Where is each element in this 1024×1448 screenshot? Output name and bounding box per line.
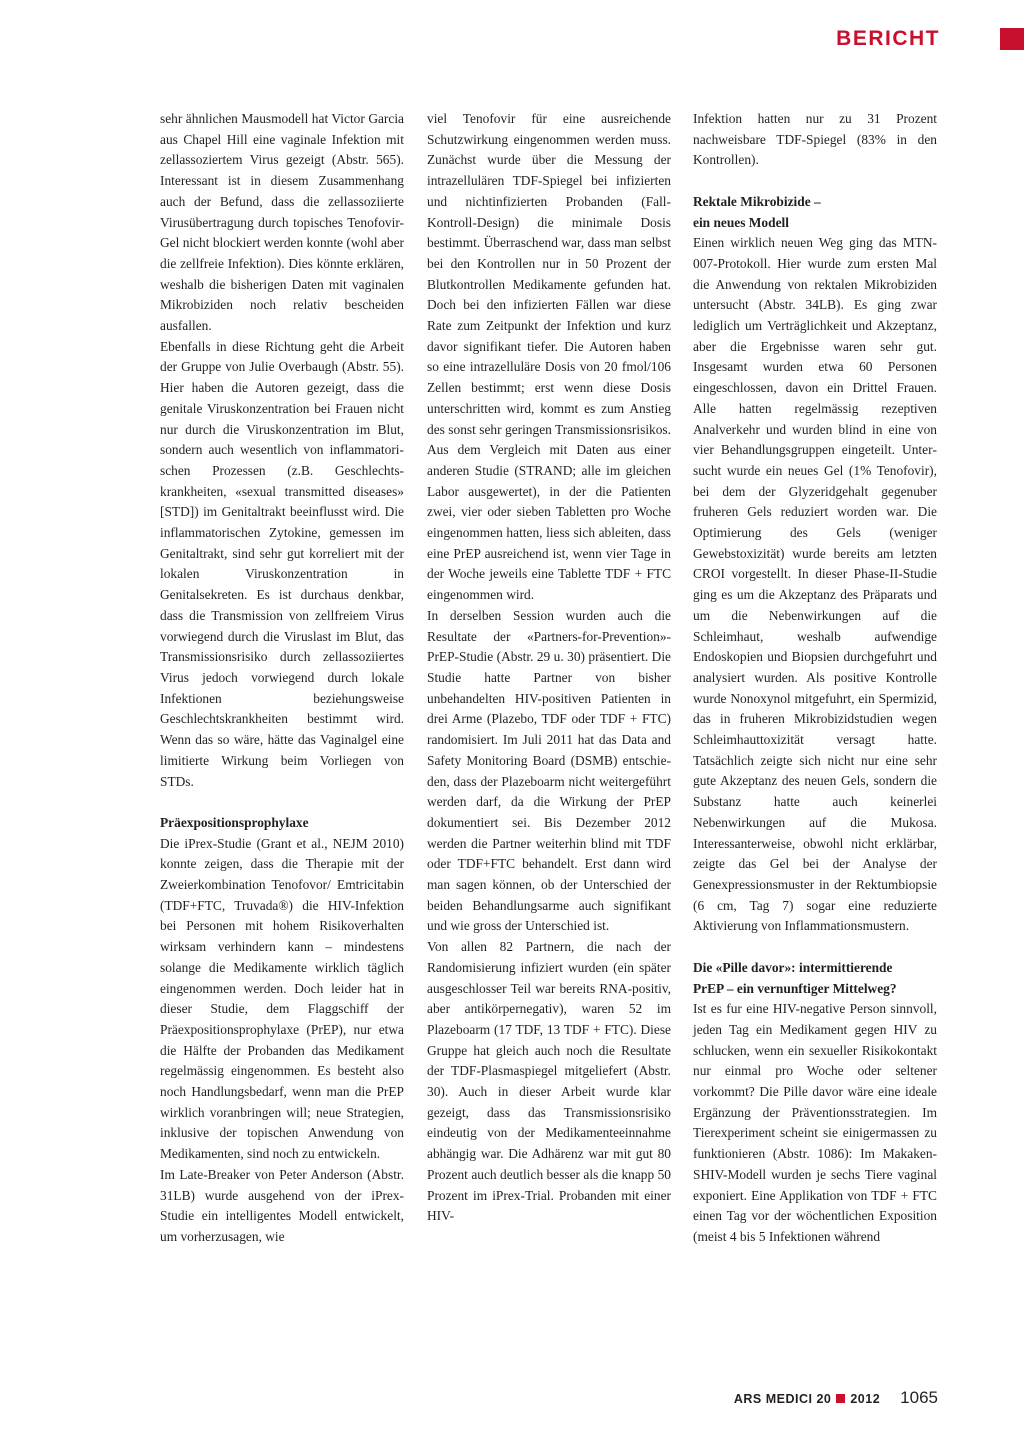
footer-square-marker [836,1394,845,1403]
section-heading: ein neues Modell [693,214,789,230]
body-paragraph: Einen wirklich neuen Weg ging das MTN-007-Protokoll. Hier wurde zum ersten Mal die Anwendung von rektalen Mikrobiziden untersucht (Abstr. 34LB). Es ging zwar lediglich um Verträglichkeit und Akzeptanz, aber die Ergebnisse waren sehr gut. Insgesamt wurden etwa 60 Personen eingeschlossen, davon ein Drittel Frauen. Alle hatten regelmässig rezeptiven Analverkehr und wurden blind in eine von vier Behandlungsgruppen eingeteilt. Untersucht wurde ein neues Gel (1% Tenofovir), bei dem der Glyzeridgehalt gegenuber fruheren Gels reduziert worden war. Die Optimierung des Gels (weniger Gewebstoxizität) wurde bereits am letzten CROI vorgestellt. In dieser Phase-II-Studie ging es um die Akzeptanz des Präparats und um die Nebenwirkungen auf die Schleimhaut, weshalb aufwendige Endoskopien und Biopsien durchgefuhrt und analysiert wurden. Als positive Kontrolle wurde Nonoxynol mitgefuhrt, ein Spermizid, das in fruheren Mikrobizidstudien wegen Schleimhauttoxizität versagt hatte. Tatsächlich zeigte sich nicht nur eine sehr gute Akzeptanz des neuen Gels, sondern die Substanz hatte auch keinerlei Nebenwirkungen auf die Mukosa. Interessanterweise, obwohl nicht erklärbar, zeigte das Gel bei der Analyse der Genexpressionsmuster in der Rektumbiopsie (6 cm, Tag 7) sogar eine reduzierte Aktivierung von Inflammationsmustern. [693,235,937,934]
text-column-3 [693,109,937,1248]
body-paragraph: viel Tenofovir für eine ausreichende Schutzwirkung eingenommen werden muss. Zunächst wurde über die Messung der intrazellulären TDF-Spiegel bei infizierten und nichtinfizierten Probanden (Fall-Kontroll-Design) die minimale Dosis bestimmt. Überraschend war, dass man selbst bei den Kontrollen nur in 50 Prozent der Blutkontrollen Medikamente gefunden hat. Doch bei den infizierten Fällen war diese Rate zum Zeitpunkt der Infektion und kurz davor signifikant tiefer. Die Autoren haben so eine intrazelluläre Dosis von 20 fmol/106 Zellen bestimmt; erst wenn diese Dosis unterschritten wird, kommt es zum Anstieg des sonst sehr geringen Transmissionsrisikos. Aus dem Vergleich mit Daten aus einer anderen Studie (STRAND; alle im gleichen Labor ausgewertet), in der die Patienten zwei, vier oder sieben Tabletten pro Woche eingenommen hatten, liess sich ableiten, dass eine PrEP ausreichend ist, wenn vier Tage in der Woche jeweils eine Tablette TDF + FTC eingenommen wird. [427,111,671,603]
section-label: BERICHT [836,27,940,50]
body-paragraph: Infektion hatten nur zu 31 Prozent nachweisbare TDF-Spiegel (83% in den Kontrollen). [693,111,937,168]
text-column-1 [160,109,404,1248]
section-heading: Präexpositionsprophylaxe [160,814,309,830]
journal-name: ARS MEDICI 20 [733,1392,832,1406]
section-heading: PrEP – ein vernunftiger Mittelweg? [693,980,897,996]
body-paragraph: sehr ähnlichen Mausmodell hat Victor Garcia aus Chapel Hill eine vaginale Infektion mit zellassoziertem Virus gezeigt (Abstr. 565). Interessant ist in diesem Zusammenhang auch der Befund, dass die zellassoziierte Virusübertragung durch topisches Tenofovir-Gel nicht blockiert werden konnte (wohl aber die zellfreie Infektion). Dies könnte erklären, weshalb die bisherigen Daten mit vaginalen Mikrobiziden noch relativ bescheiden ausfallen. [160,111,404,334]
body-paragraph: Die iPrex-Studie (Grant et al., NEJM 2010) konnte zeigen, dass die Therapie mit der Zweierkombination Tenofovor/ Emtricitabin (TDF+FTC, Truvada®) die HIV-Infektion bei Personen mit hohem Risikoverhalten wirksam verhindern kann – mindestens solange die Medikamente wirklich täglich eingenommen werden. Doch leider hat in dieser Studie, dem Flaggschiff der Präexpositionsprophylaxe (PrEP), nur etwa die Hälfte der Probanden das Medikament regelmässig eingenommen. Es besteht also noch Handlungsbedarf, wenn man die PrEP wirklich voranbringen will; neue Strategien, inklusive der topischen Anwendung von Medikamenten, sind noch zu entwickeln. [160,835,404,1162]
section-heading: Die «Pille davor»: intermittierende [693,959,893,975]
page-footer [734,1388,938,1408]
journal-year: 2012 [850,1392,881,1406]
body-paragraph: Von allen 82 Partnern, die nach der Randomisierung infiziert wurden (ein später ausgeschlosser Teil war bereits RNA-positiv, aber antikörpernegativ), waren 52 im Plazeboarm (17 TDF, 13 TDF + FTC). Diese Gruppe hat gleich auch noch die Resultate der TDF-Plasmaspiegel mitgeliefert (Abstr. 30). Auch in dieser Arbeit wurde klar gezeigt, dass das Transmissionsrisiko eindeutig von der Medikamenteeinnahme abhängig war. Die Adhärenz war mit gut 80 Prozent auch deutlich besser als die knapp 50 Prozent im iPrex-Trial. Probanden mit einer HIV- [427,939,671,1224]
paragraph-spacer [693,937,937,958]
body-paragraph: Ebenfalls in diese Richtung geht die Arbeit der Gruppe von Julie Overbaugh (Abstr. 55). Hier haben die Autoren gezeigt, dass die genitale Viruskonzentration bei Frauen nicht nur durch die Viruskonzentration im Blut, sondern auch wesentlich von inflammatorischen Prozessen (z.B. Geschlechtskrankheiten, «sexual transmitted diseases» [STD]) im Genitaltrakt beeinflusst wird. Die inflammatorischen Zytokine, gemessen im Genitaltrakt, sind sehr gut korreliert mit der lokalen Viruskonzentration in Genitalsekreten. Es ist durchaus denkbar, dass die Transmission von zellfreiem Virus vorwiegend durch die Viruslast im Blut, das Transmissionsrisiko durch zellassoziiertes Virus jedoch vorwiegend durch lokale Infektionen beziehungsweise Geschlechtskrankheiten bestimmt wird. Wenn das so wäre, hätte das Vaginalgel eine limitierte Wirkung beim Vorliegen von STDs. [160,338,404,789]
body-paragraph: Ist es fur eine HIV-negative Person sinnvoll, jeden Tag ein Medikament gegen HIV zu schlucken, wenn ein sexueller Risikokontakt nur einmal pro Woche oder seltener vorkommt? Die Pille davor wäre eine ideale Ergänzung der Präventionsstrategien. Im Tierexperiment scheint sie einigermassen zu funktionieren (Abstr. 1086): Im Makaken-SHIV-Modell wurden je sechs Tiere vaginal exponiert. Eine Applikation von TDF + FTC einen Tag vor der wöchentlichen Exposition (meist 4 bis 5 Infektionen während [693,1001,937,1244]
body-paragraph: Im Late-Breaker von Peter Anderson (Abstr. 31LB) wurde ausgehend von der iPrex-Studie ein intelligentes Modell entwickelt, um vorherzusagen, wie [160,1166,404,1244]
paragraph-spacer [160,792,404,813]
section-marker [1000,28,1024,50]
page-number: 1065 [900,1388,938,1407]
paragraph-spacer [693,171,937,192]
section-heading: Rektale Mikrobizide – [693,193,821,209]
body-paragraph: In derselben Session wurden auch die Resultate der «Partners-for-Prevention»-PrEP-Studie (Abstr. 29 u. 30) präsentiert. Die Studie hatte Partner von bisher unbehandelten HIV-positiven Patienten in drei Arme (Plazebo, TDF oder TDF + FTC) randomisiert. Im Juli 2011 hat das Data and Safety Monitoring Board (DSMB) entschieden, dass der Plazeboarm nicht weitergeführt werden darf, da die Wirkung der PrEP dokumentiert sei. Bis Dezember 2012 werden die Partner weiterhin blind mit TDF oder TDF+FTC behandelt. Erst dann wird man sagen können, ob der Unterschied der beiden Behandlungsarme auch signifikant und wie gross der Unterschied ist. [427,607,671,934]
text-column-2 [427,109,671,1227]
